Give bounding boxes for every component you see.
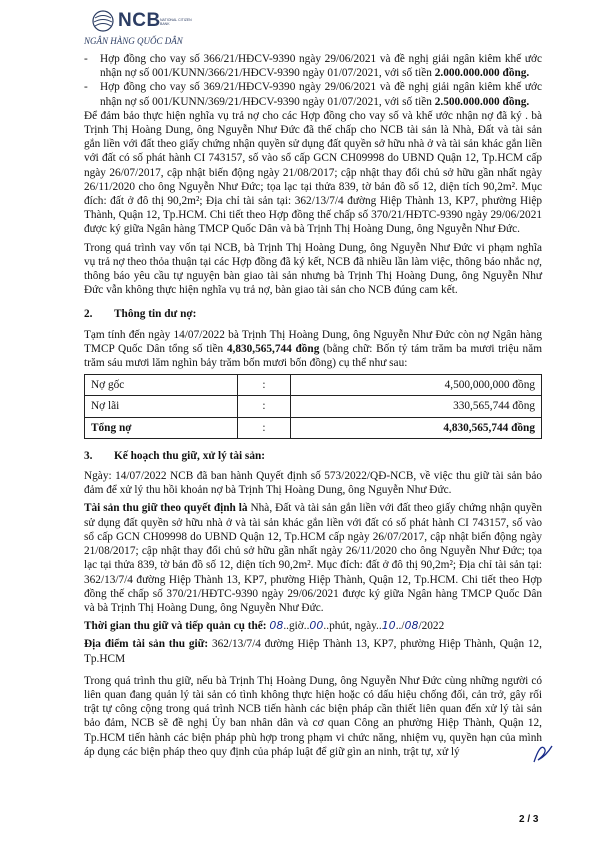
- collateral-paragraph: Để đảm bảo thực hiện nghĩa vụ trả nợ cho các Hợp đồng cho vay số và khế ước nhận nợ đã ký . bà Trịnh Thị Hoàng Dung, ông Nguyễn Như Đức đã thế chấp cho NCB tài sản là Nhà, Đất và tài sản gắn liền với đất theo giấy chứng nhận quyền sử dụng đất quyền sở hữu nhà ở và tài sản khác gắn liền với đất có số phát hành CI 743157, số vào sổ cấp GCN CH09998 do UBND Quận 12, Tp.HCM cấp ngày 26/07/2017, cập nhật biến động ngày 21/08/2017; cập nhật thay đổi chủ sở hữu gần nhất ngày 26/11/2020 cho ông Nguyễn Như Đức; tọa lạc tại thửa 839, tờ bản đồ số 12, diện tích 90,2m². Mục đích: đất ở đô thị 90,2m²; Địa chỉ tài sản tại: 362/13/7/4 đường Hiệp Thành 13, KP7, phường Hiệp Thành, Quận 12, Tp.HCM. Chi tiết theo Hợp đồng thế chấp số 370/21/HĐTC-9390 ngày 29/06/2021 được ký giữa Ngân hàng TMCP Quốc Dân và bà Trịnh Thị Hoàng Dung, ông Nguyễn Như Đức.: [84, 109, 542, 236]
- document-body: [84, 52, 542, 763]
- time-sep: ..phút, ngày..: [323, 620, 382, 633]
- table-row: [85, 375, 542, 396]
- bullet-dash: -: [84, 53, 88, 65]
- asset-label: Tài sản thu giữ theo quyết định là: [84, 502, 248, 515]
- debt-intro: [84, 328, 542, 371]
- asset-paragraph: [84, 501, 542, 615]
- section-title: Kế hoạch thu giữ, xử lý tài sản:: [114, 449, 266, 462]
- decision-paragraph: Ngày: 14/07/2022 NCB đã ban hành Quyết định số 573/2022/QĐ-NCB, về việc thu giữ tài sản bảo đảm để xử lý thu hồi khoản nợ bà Trịnh Thị Hoàng Dung, ông Nguyễn Như Đức.: [84, 470, 542, 497]
- ncb-logo: [80, 6, 220, 48]
- handwritten-hour: 08: [269, 619, 284, 633]
- violation-paragraph: Trong quá trình vay vốn tại NCB, bà Trịnh Thị Hoàng Dung, ông Nguyễn Như Đức vi phạm nghĩa vụ trả nợ theo thỏa thuận tại các Hợp đồng đã ký kết, NCB đã nhiều lần làm việc, thông báo nhắc nợ, thông báo yêu cầu tự nguyện bàn giao tài sản nhưng bà Trịnh Thị Hoàng Dung, ông Nguyễn Như Đức vẫn không thực hiện nghĩa vụ trả nợ, bàn giao tài sản cho NCB đúng cam kết.: [84, 241, 542, 297]
- section-title: Thông tin dư nợ:: [114, 308, 197, 321]
- section-number: 2.: [84, 308, 93, 321]
- debt-colon: :: [238, 417, 291, 438]
- debt-colon: :: [238, 375, 291, 396]
- time-sep: ..giờ..: [283, 620, 310, 633]
- handwritten-day: 10: [381, 619, 396, 633]
- debt-intro-tail: (bằng chữ: Bốn tỷ tám trăm ba mươi triệu năm trăm sáu mươi lăm nghìn bảy trăm bốn mươi bốn đồng) cụ thể như sau:: [84, 342, 542, 370]
- seizure-time-label: Thời gian thu giữ và tiếp quản cụ thể:: [84, 620, 267, 633]
- closing-paragraph: Trong quá trình thu giữ, nếu bà Trịnh Thị Hoàng Dung, ông Nguyễn Như Đức cùng những người có liên quan đang quản lý tài sản có tình không thực hiện hoặc có dấu hiệu chống đối, cản trở, gây rối trật tự công cộng trong quá trình NCB tiến hành các biện pháp cần thiết liên quan đến xử lý tài sản bảo đảm, NCB sẽ đề nghị Ủy ban nhân dân và cơ quan Công an phường Hiệp Thành, Quận 12, Tp.HCM tiến hành các biện pháp phù hợp trong phạm vi chức năng, nhiệm vụ, quyền hạn của mình áp dụng các biện pháp theo quy định của pháp luật để giữ gìn an ninh, trật tự, xử lý: [84, 674, 542, 758]
- bullet-dash: -: [84, 81, 88, 94]
- seizure-time: [84, 619, 542, 633]
- brand-name: NCB: [118, 10, 161, 31]
- loan-item: [84, 80, 542, 108]
- loan-item-text: Hợp đồng cho vay số 369/21/HĐCV-9390 ngày 29/06/2021 và đề nghị giải ngân kiêm khế ước nhận nợ số 001/KUNN/369/21/HĐCV-9390 ngày 01/07/2021, với số tiền: [100, 81, 542, 108]
- seizure-place-label: Địa điểm tài sản thu giữ:: [84, 638, 209, 651]
- handwritten-minute: 00: [309, 619, 324, 633]
- seizure-place: [84, 637, 542, 665]
- section-3-heading: [84, 449, 542, 463]
- table-row: [85, 417, 542, 438]
- loan-item-amount: 2.000.000.000 đồng.: [434, 67, 530, 80]
- brand-slogan: NGÂN HÀNG QUỐC DÂN: [84, 36, 183, 46]
- debt-label: Nợ lãi: [85, 396, 238, 417]
- initial-signature-icon: [530, 742, 556, 766]
- loan-item-text: Hợp đồng cho vay số 366/21/HĐCV-9390 ngày 29/06/2021 và đề nghị giải ngân kiêm khế ước nhận nợ số 001/KUNN/366/21/HĐCV-9390 ngày 01/07/2021, với số tiền: [100, 53, 542, 80]
- debt-colon: :: [238, 396, 291, 417]
- page-number: 2 / 3: [519, 814, 539, 825]
- time-sep: ../: [395, 620, 405, 633]
- debt-value: 330,565,744 đồng: [291, 396, 542, 417]
- debt-intro-text: Tạm tính đến ngày 14/07/2022 bà Trịnh Thị Hoàng Dung, ông Nguyễn Như Đức còn nợ Ngân hàng TMCP Quốc Dân tổng số tiền: [84, 328, 542, 355]
- brand-subtitle: NATIONAL CITIZEN BANK: [160, 18, 192, 26]
- handwritten-month: 08: [404, 619, 419, 633]
- debt-label: Tổng nợ: [85, 417, 238, 438]
- debt-table: [84, 374, 542, 439]
- debt-value: 4,500,000,000 đồng: [291, 375, 542, 396]
- seizure-place-text: 362/13/7/4 đường Hiệp Thành 13, KP7, phường Hiệp Thành, Quận 12, Tp.HCM: [84, 638, 542, 665]
- loan-item: [84, 52, 542, 80]
- debt-total-inline: 4,830,565,744 đồng: [226, 342, 320, 355]
- debt-value: 4,830,565,744 đồng: [291, 417, 542, 438]
- ncb-globe-icon: [92, 10, 114, 32]
- loan-item-amount: 2.500.000.000 đồng.: [434, 95, 530, 108]
- time-year: /2022: [418, 620, 445, 633]
- section-number: 3.: [84, 449, 93, 462]
- asset-text: Nhà, Đất và tài sản gắn liền với đất theo giấy chứng nhận quyền sử dụng đất quyền sở hữu nhà ở và tài sản khác gắn liền với đất có số phát hành CI 743157, số vào sổ cấp GCN CH09998 do UBND Quận 12, Tp.HCM cấp ngày 26/07/2017, cập nhật biến động ngày 21/08/2017; cập nhật thay đổi chủ sở hữu gần nhất ngày 26/11/2020 cho ông Nguyễn Như Đức; tọa lạc tại thửa 839, tờ bản đồ số 12, diện tích 90,2m². Mục đích: đất ở đô thị 90,2m²; Địa chỉ tài sản tại: 362/13/7/4 đường Hiệp Thành 13, KP7, phường Hiệp Thành, Quận 12, Tp.HCM. Chi tiết theo Hợp đồng thế chấp số 370/21/HĐTC-9390 ngày 29/06/2021 được ký giữa Ngân hàng TMCP Quốc Dân và bà Trịnh Thị Hoàng Dung, ông Nguyễn Như Đức.: [84, 502, 542, 614]
- debt-label: Nợ gốc: [85, 375, 238, 396]
- table-row: [85, 396, 542, 417]
- section-2-heading: [84, 307, 542, 321]
